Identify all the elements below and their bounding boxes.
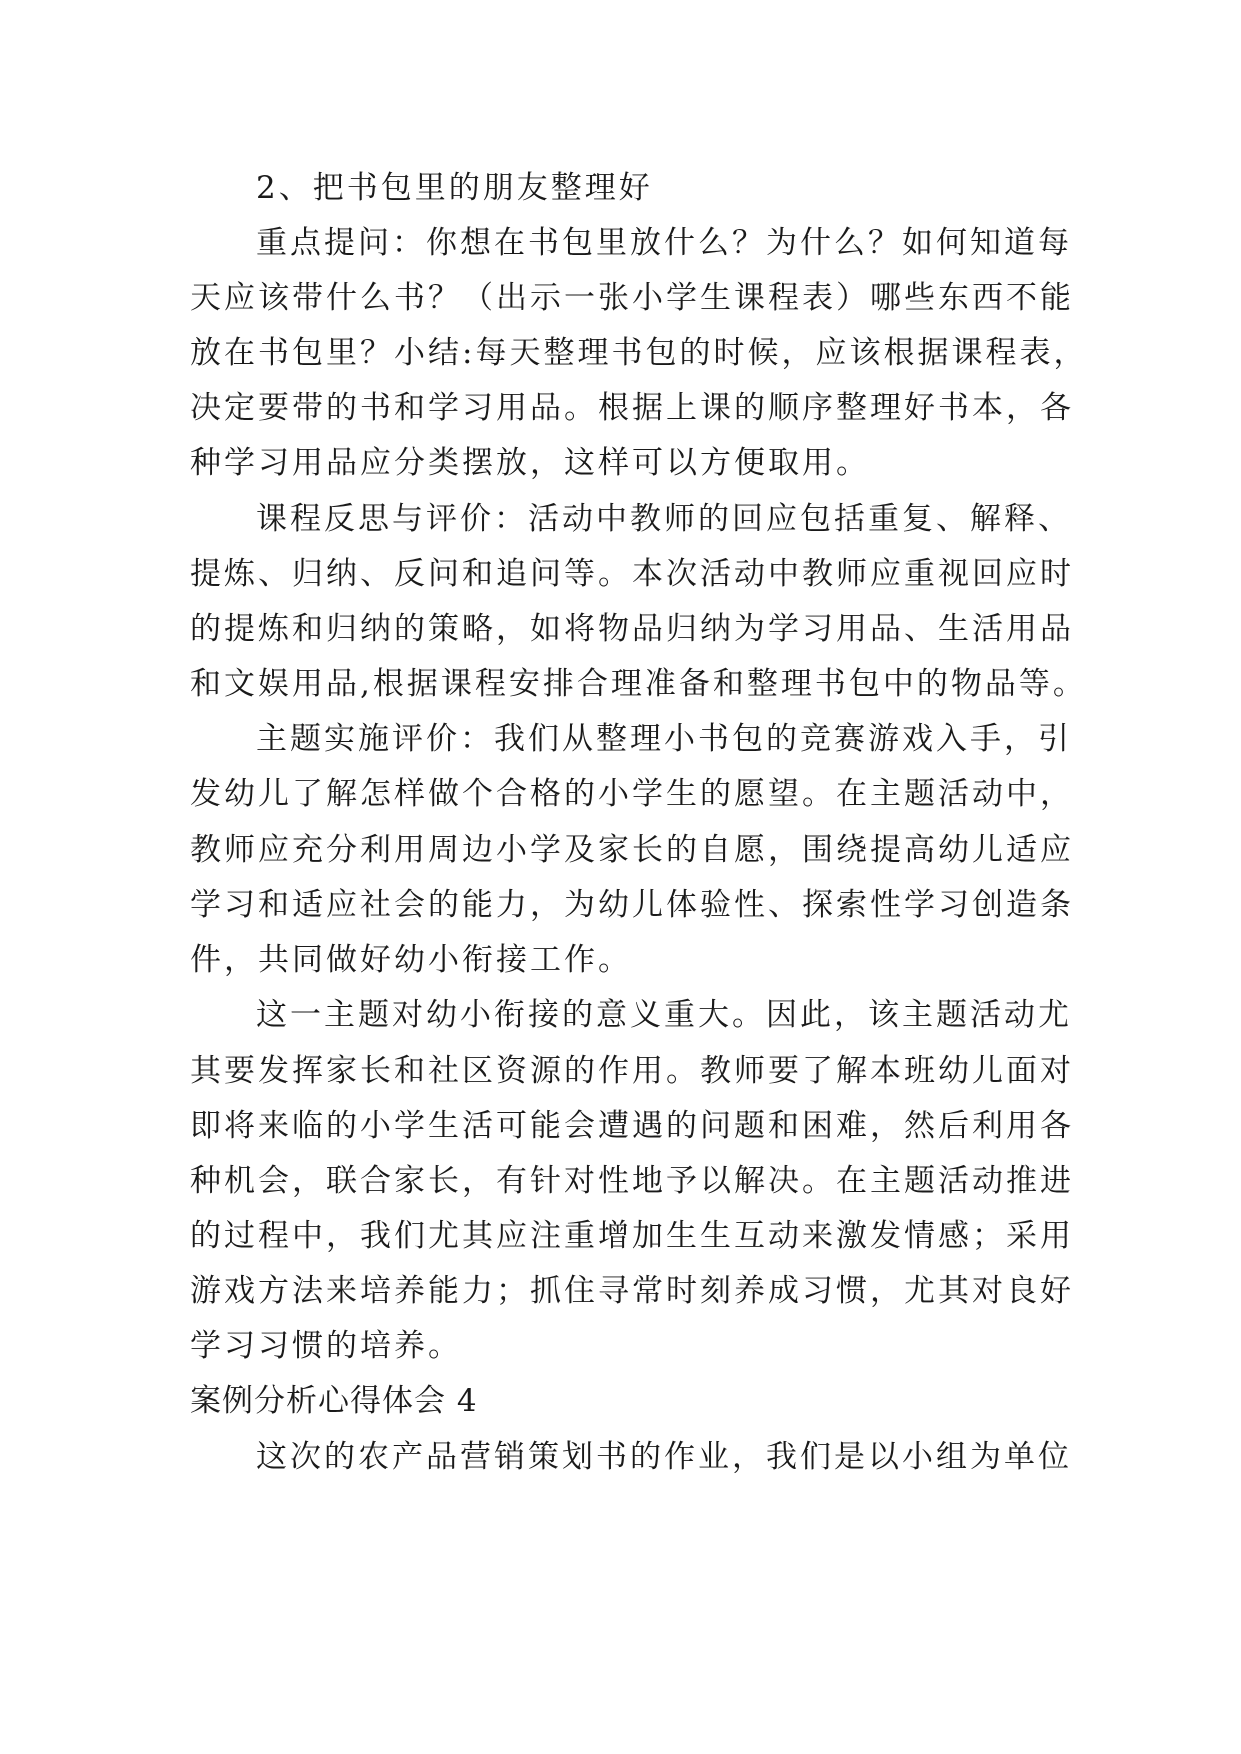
text-line: 的过程中，我们尤其应注重增加生生互动来激发情感；采用	[190, 1218, 1074, 1254]
text-line: 这一主题对幼小衔接的意义重大。因此，该主题活动尤	[256, 997, 1072, 1033]
text-line: 这次的农产品营销策划书的作业，我们是以小组为单位	[256, 1439, 1072, 1475]
text-line: 的提炼和归纳的策略，如将物品归纳为学习用品、生活用品	[190, 611, 1074, 647]
text-line: 件，共同做好幼小衔接工作。	[190, 942, 632, 978]
text-line: 提炼、归纳、反问和追问等。本次活动中教师应重视回应时	[190, 556, 1074, 592]
text-line: 放在书包里？小结:每天整理书包的时候，应该根据课程表，	[190, 335, 1088, 371]
text-line: 种机会，联合家长，有针对性地予以解决。在主题活动推进	[190, 1163, 1074, 1199]
text-line: 和文娱用品,根据课程安排合理准备和整理书包中的物品等。	[190, 666, 1087, 702]
text-line: 天应该带什么书？（出示一张小学生课程表）哪些东西不能	[190, 280, 1074, 316]
text-line: 决定要带的书和学习用品。根据上课的顺序整理好书本，各	[190, 390, 1074, 426]
text-line: 即将来临的小学生活可能会遭遇的问题和困难，然后利用各	[190, 1108, 1074, 1144]
subheading-2: 2、把书包里的朋友整理好	[256, 170, 653, 206]
text-line: 其要发挥家长和社区资源的作用。教师要了解本班幼儿面对	[190, 1053, 1074, 1089]
section-heading: 案例分析心得体会 4	[190, 1383, 478, 1419]
text-line: 发幼儿了解怎样做个合格的小学生的愿望。在主题活动中，	[190, 776, 1074, 812]
text-line: 课程反思与评价：活动中教师的回应包括重复、解释、	[256, 501, 1072, 537]
text-line: 重点提问：你想在书包里放什么？为什么？如何知道每	[256, 225, 1072, 261]
text-line: 学习习惯的培养。	[190, 1328, 462, 1364]
text-line: 教师应充分利用周边小学及家长的自愿，围绕提高幼儿适应	[190, 832, 1074, 868]
text-line: 游戏方法来培养能力；抓住寻常时刻养成习惯，尤其对良好	[190, 1273, 1074, 1309]
text-line: 主题实施评价：我们从整理小书包的竞赛游戏入手，引	[256, 721, 1072, 757]
text-line: 种学习用品应分类摆放，这样可以方便取用。	[190, 445, 870, 481]
text-line: 学习和适应社会的能力，为幼儿体验性、探索性学习创造条	[190, 887, 1074, 923]
